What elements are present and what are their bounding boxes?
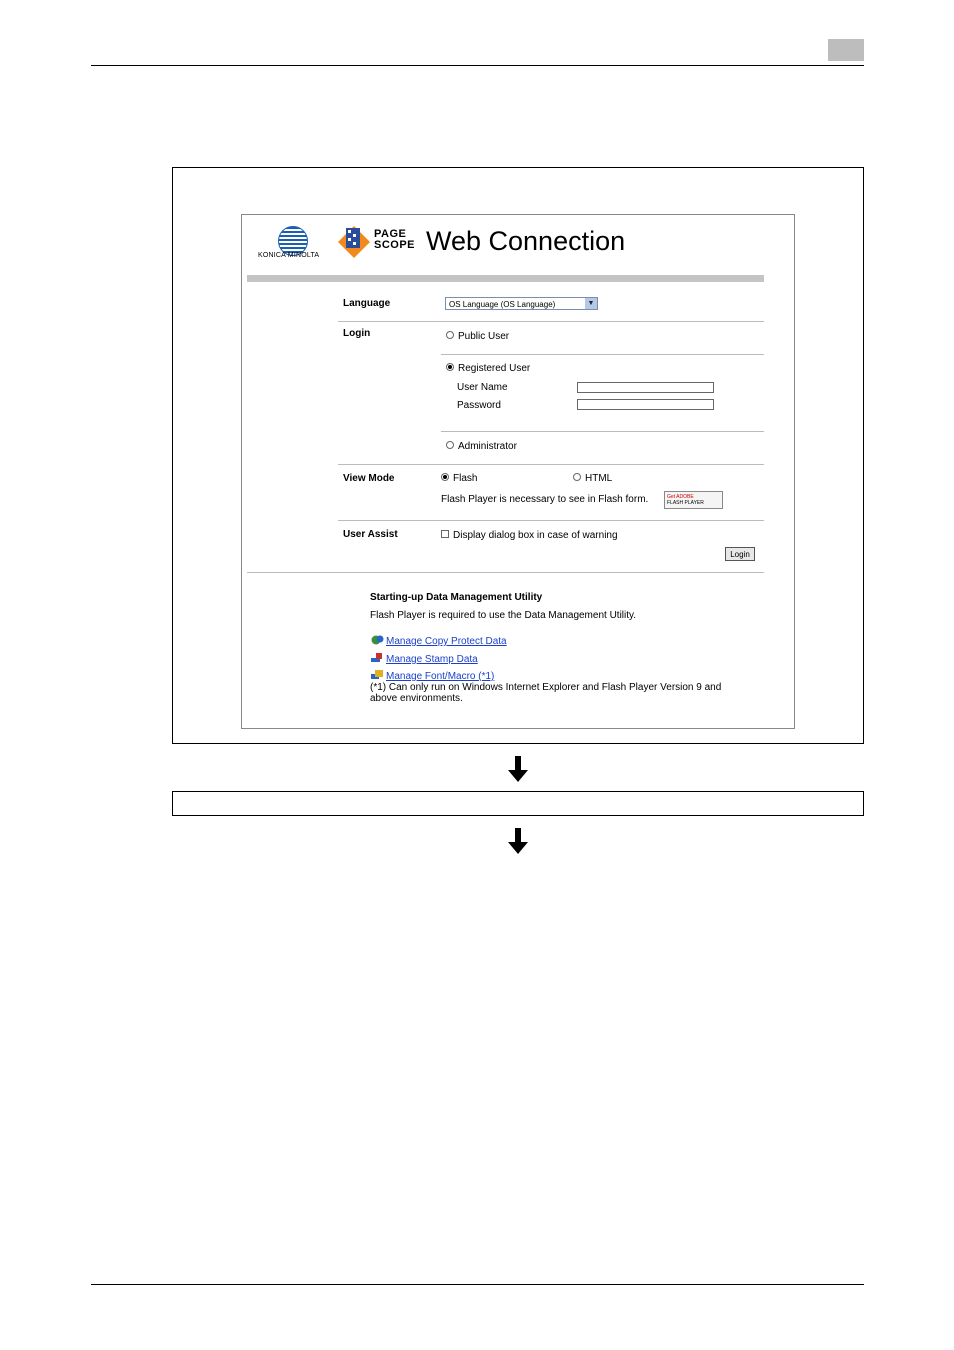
radio-icon[interactable] (573, 473, 581, 481)
warning-dialog-label: Display dialog box in case of warning (453, 530, 618, 541)
html-radio[interactable] (573, 473, 612, 484)
copy-protect-icon (370, 634, 386, 645)
step-box (172, 791, 864, 816)
registered-user-radio[interactable] (446, 363, 530, 374)
warning-dialog-checkbox[interactable] (441, 530, 618, 541)
public-user-radio[interactable] (446, 331, 509, 342)
login-button[interactable]: Login (725, 547, 755, 561)
pagescope-wordmark (374, 229, 415, 251)
pagescope-logo-icon (336, 224, 372, 260)
login-label: Login (343, 328, 371, 339)
stamp-icon (370, 652, 386, 663)
user-name-label: User Name (457, 382, 508, 393)
get-flash-player-link[interactable] (664, 491, 723, 509)
radio-icon[interactable] (446, 441, 454, 449)
registered-user-label: Registered User (458, 363, 531, 374)
user-assist-label: User Assist (343, 529, 398, 540)
divider-language (338, 321, 764, 322)
flash-label: Flash (453, 473, 478, 484)
utility-subtext: Flash Player is required to use the Data Management Utility. (370, 610, 637, 621)
pagescope-line1: PAGE (374, 228, 407, 240)
password-input[interactable] (577, 399, 714, 410)
divider-registered-user (441, 431, 764, 432)
manage-stamp-label[interactable]: Manage Stamp Data (386, 654, 478, 665)
flash-note: Flash Player is necessary to see in Flash form. (441, 494, 649, 505)
footnote-line2: above environments. (370, 693, 463, 704)
manage-stamp-link[interactable] (370, 649, 478, 667)
font-macro-icon (370, 669, 386, 680)
divider-view-mode (338, 520, 764, 521)
manage-copy-protect-label[interactable]: Manage Copy Protect Data (386, 636, 507, 647)
web-connection-screen (241, 214, 795, 729)
radio-icon[interactable] (446, 331, 454, 339)
divider-public-user (441, 354, 764, 355)
get-adobe-text: Get ADOBE (667, 494, 694, 500)
password-label: Password (457, 400, 501, 411)
down-arrow-icon (508, 756, 528, 782)
down-arrow-icon (508, 828, 528, 854)
radio-selected-icon[interactable] (446, 363, 454, 371)
language-label: Language (343, 298, 391, 309)
view-mode-label: View Mode (343, 473, 395, 484)
radio-selected-icon[interactable] (441, 473, 449, 481)
konica-minolta-wordmark: KONICA MINOLTA (258, 252, 320, 259)
language-selected-value: OS Language (OS Language) (449, 300, 556, 309)
administrator-radio[interactable] (446, 441, 517, 452)
header-rule (91, 65, 864, 66)
footer-rule (91, 1284, 864, 1285)
footnote-line1: (*1) Can only run on Windows Internet Explorer and Flash Player Version 9 and (370, 682, 722, 693)
administrator-label: Administrator (458, 441, 517, 452)
utility-heading: Starting-up Data Management Utility (370, 592, 543, 603)
manage-font-macro-label[interactable]: Manage Font/Macro (*1) (386, 671, 495, 682)
flash-radio[interactable] (441, 473, 477, 484)
flash-player-text: FLASH PLAYER (667, 500, 704, 506)
html-label: HTML (585, 473, 613, 484)
public-user-label: Public User (458, 331, 510, 342)
user-name-input[interactable] (577, 382, 714, 393)
manage-copy-protect-link[interactable] (370, 631, 507, 649)
page-number-tab (828, 39, 864, 61)
pagescope-line2: SCOPE (374, 239, 416, 251)
checkbox-icon[interactable] (441, 530, 449, 538)
header-bar (247, 275, 764, 282)
language-select[interactable] (445, 297, 598, 310)
divider-user-assist (247, 572, 764, 573)
app-title: Web Connection (426, 226, 626, 256)
chevron-down-icon[interactable]: ▼ (585, 298, 597, 309)
divider-login (338, 464, 764, 465)
